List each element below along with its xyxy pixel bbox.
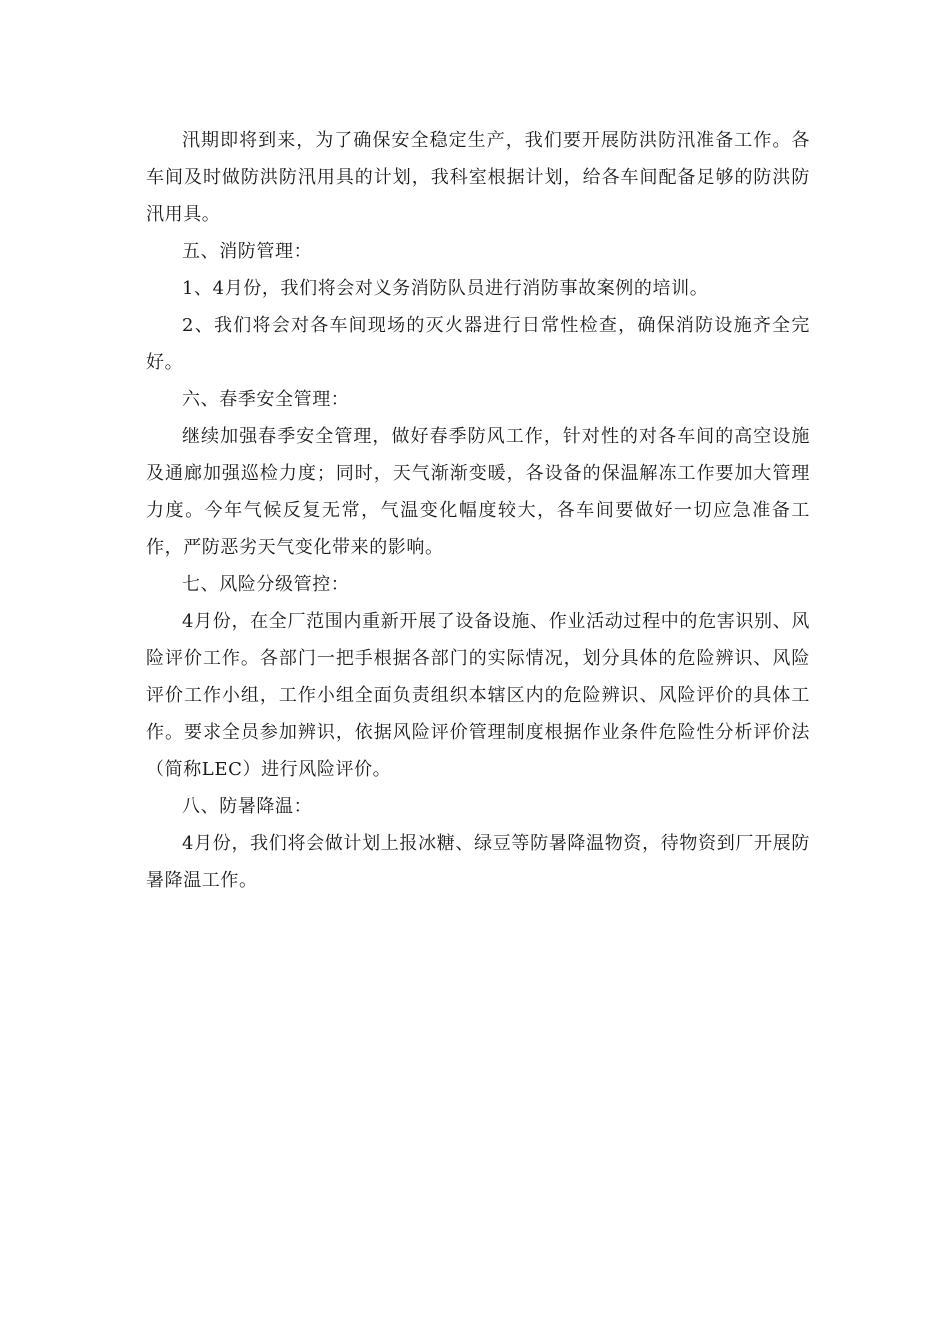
document-page [146,122,810,899]
paragraph-spring-safety: 继续加强春季安全管理，做好春季防风工作，针对性的对各车间的高空设施及通廊加强巡检力度；同时，天气渐渐变暖，各设备的保温解冻工作要加大管理力度。今年气候反复无常，气温变化幅度较大，各车间要做好一切应急准备工作，严防恶劣天气变化带来的影响。 [146,426,810,558]
section-heading-heatstroke-prevention: 八、防暑降温： [182,796,313,817]
section-heading-spring-safety: 六、春季安全管理： [182,389,350,410]
paragraph-extinguisher-check: 2、我们将会对各车间现场的灭火器进行日常性检查，确保消防设施齐全完好。 [146,315,810,373]
paragraph-flood-prevention: 汛期即将到来，为了确保安全稳定生产，我们要开展防洪防汛准备工作。各车间及时做防洪防汛用具的计划，我科室根据计划，给各车间配备足够的防洪防汛用具。 [146,130,810,225]
section-heading-fire-management: 五、消防管理： [182,241,313,262]
paragraph-risk-control: 4月份，在全厂范围内重新开展了设备设施、作业活动过程中的危害识别、风险评价工作。各部门一把手根据各部门的实际情况，划分具体的危险辨识、风险评价工作小组，工作小组全面负责组织本辖区内的危险辨识、风险评价的具体工作。要求全员参加辨识，依据风险评价管理制度根据作业条件危险性分析评价法（简称LEC）进行风险评价。 [146,611,810,780]
paragraph-heatstroke-prevention: 4月份，我们将会做计划上报冰糖、绿豆等防暑降温物资，待物资到厂开展防暑降温工作。 [146,833,810,891]
section-heading-risk-control: 七、风险分级管控： [182,574,350,595]
paragraph-fire-training: 1、4月份，我们将会对义务消防队员进行消防事故案例的培训。 [182,278,709,299]
